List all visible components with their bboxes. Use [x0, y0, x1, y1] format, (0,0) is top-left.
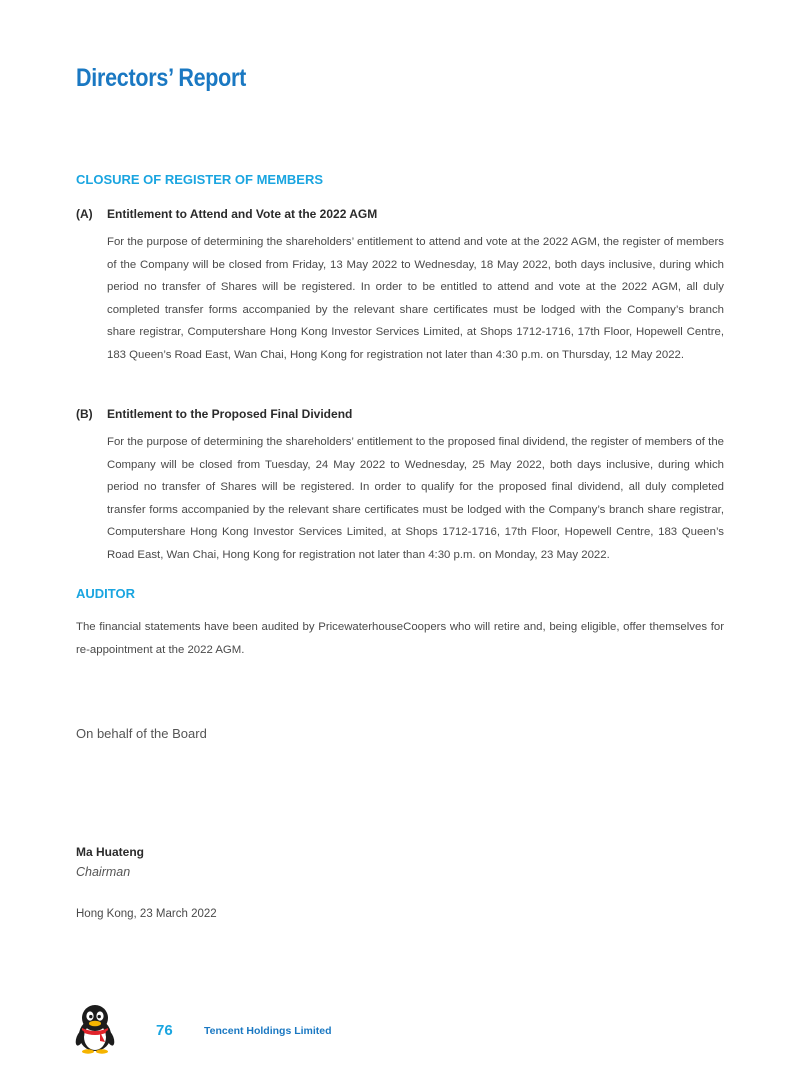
signer-name: Ma Huateng: [76, 845, 145, 859]
subsection-b-title: Entitlement to the Proposed Final Dividend: [107, 407, 353, 421]
auditor-body: The financial statements have been audited by PricewaterhouseCoopers who will retire and, being eligible, offer themselves for re-appointment at the 2022 AGM.: [76, 621, 724, 656]
subsection-a-title: Entitlement to Attend and Vote at the 2022 AGM: [107, 207, 378, 221]
penguin-icon: [74, 1004, 116, 1054]
page-number: 76: [156, 1022, 173, 1039]
company-name: Tencent Holdings Limited: [204, 1025, 332, 1037]
subsection-a-heading: [76, 207, 377, 221]
closure-heading: CLOSURE OF REGISTER OF MEMBERS: [76, 172, 324, 187]
subsection-a-marker: (A): [76, 207, 93, 221]
subsection-b-marker: (B): [76, 407, 93, 421]
signature-place-date: Hong Kong, 23 March 2022: [76, 908, 217, 920]
subsection-b-heading: [76, 407, 352, 421]
auditor-heading: AUDITOR: [76, 586, 135, 601]
signature-intro: On behalf of the Board: [76, 726, 207, 741]
subsection-b-body: For the purpose of determining the shareholders’ entitlement to the proposed final dividend, the register of members of the Company will be closed from Tuesday, 24 May 2022 to Wednesday, 25 May 2022, both days inclusive, during which period no transfer of Shares will be registered. In order to qualify for the proposed final dividend, all duly completed transfer forms accompanied by the relevant share certificates must be lodged with the Company’s branch share registrar, Computershare Hong Kong Investor Services Limited, at Shops 1712-1716, 17th Floor, Hopewell Centre, 183 Queen’s Road East, Wan Chai, Hong Kong for registration not later than 4:30 p.m. on Monday, 23 May 2022.: [107, 436, 724, 561]
signer-title: Chairman: [76, 865, 131, 879]
page-title: Directors’ Report: [76, 64, 247, 92]
subsection-a-body: For the purpose of determining the shareholders’ entitlement to attend and vote at the 2022 AGM, the register of members of the Company will be closed from Friday, 13 May 2022 to Wednesday, 18 May 2022, both days inclusive, during which period no transfer of Shares will be registered. In order to be entitled to attend and vote at the 2022 AGM, all duly completed transfer forms accompanied by the relevant share certificates must be lodged with the Company’s branch share registrar, Computershare Hong Kong Investor Services Limited, at Shops 1712-1716, 17th Floor, Hopewell Centre, 183 Queen’s Road East, Wan Chai, Hong Kong for registration not later than 4:30 p.m. on Thursday, 12 May 2022.: [107, 236, 724, 361]
